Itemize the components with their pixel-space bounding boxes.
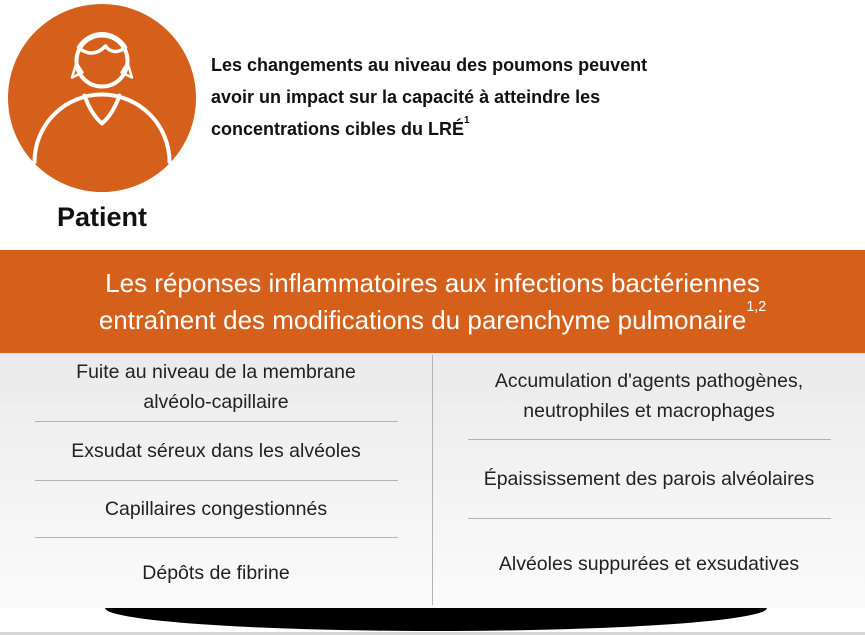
- effects-panel: [0, 353, 865, 608]
- reference-superscript: 1,2: [746, 298, 767, 315]
- intro-line-2: avoir un impact sur la capacité à atteindre les: [211, 87, 601, 107]
- list-item: Fuite au niveau de la membrane alvéolo-capillaire: [76, 361, 356, 413]
- banner-line-2: entraînent des modifications du parenchyme pulmonaire$^{1,2}$: [98, 298, 767, 335]
- list-item: Dépôts de fibrine: [142, 562, 290, 584]
- left-column: [0, 353, 432, 608]
- patient-circle: [8, 4, 196, 192]
- list-item: Capillaires congestionnés: [104, 498, 328, 520]
- list-item: Alvéoles suppurées et exsudatives: [498, 552, 800, 575]
- banner-heading: [0, 250, 865, 353]
- intro-text: [211, 49, 647, 145]
- list-item: Exsudat séreux dans les alvéoles: [71, 440, 361, 462]
- intro-line-3: concentrations cibles du LRÉ$^1$: [211, 114, 470, 139]
- intro-line-1: Les changements au niveau des poumons peuvent: [211, 55, 648, 75]
- reference-superscript: 1: [464, 114, 470, 126]
- right-column: [433, 353, 865, 608]
- list-item: Épaississement des parois alvéolaires: [483, 468, 815, 490]
- person-icon: [8, 4, 196, 192]
- patient-label: Patient: [56, 202, 148, 232]
- banner-line-1: Les réponses inflammatoires aux infections bactériennes: [105, 267, 760, 298]
- list-item: Accumulation d'agents pathogènes, neutrophiles et macrophages: [494, 370, 804, 422]
- panel-drop-shadow: [105, 608, 767, 632]
